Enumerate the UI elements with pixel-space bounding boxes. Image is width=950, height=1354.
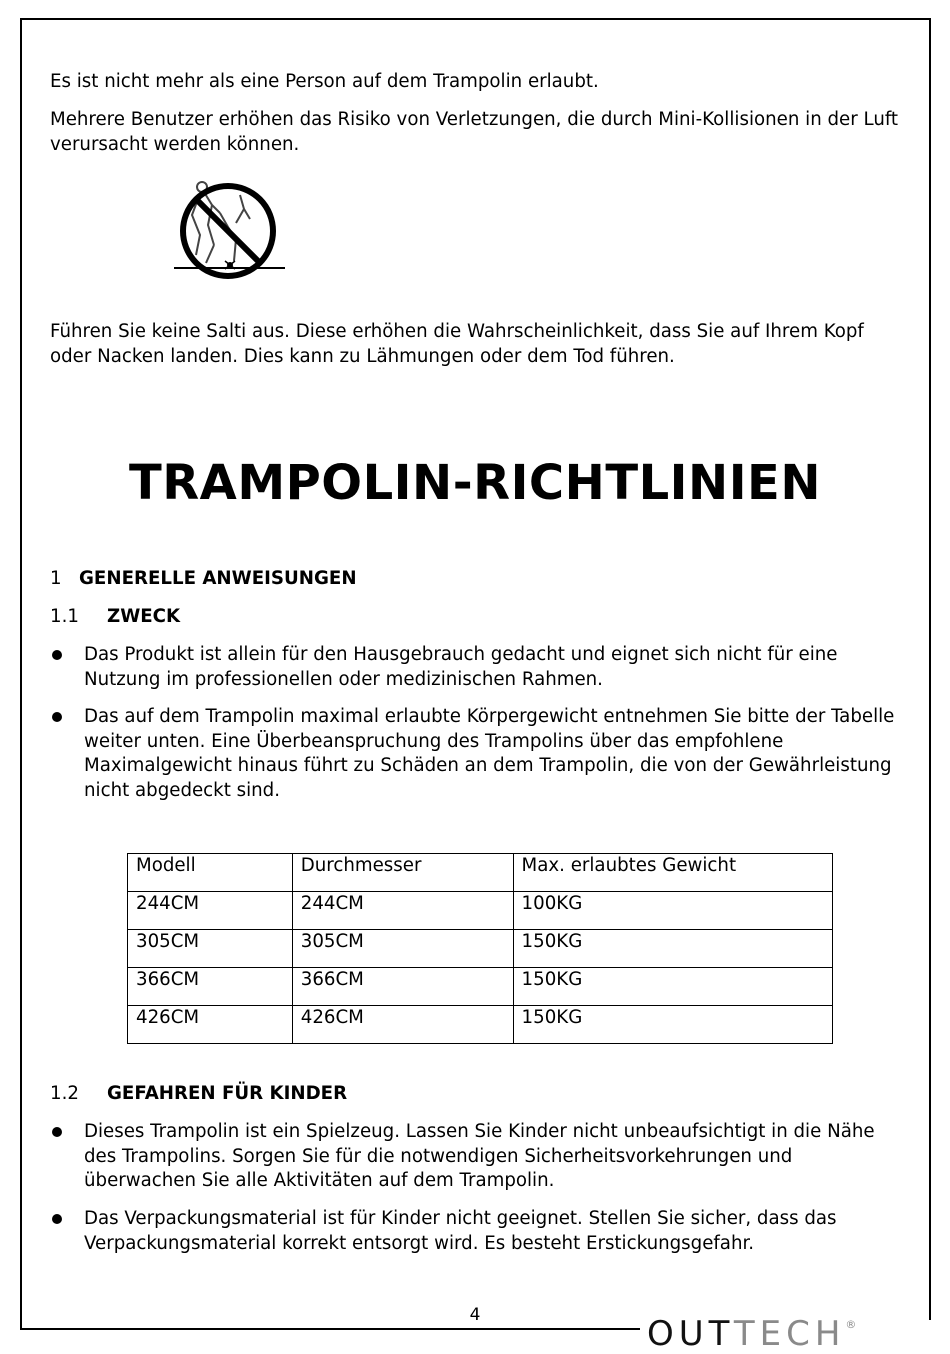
brand-logo-part2: TECH bbox=[733, 1314, 846, 1354]
table-header-row bbox=[128, 854, 833, 892]
table-cell: 366CM bbox=[292, 968, 513, 1006]
section-number: 1.1 bbox=[50, 606, 79, 627]
section-1-1-heading bbox=[50, 605, 180, 629]
table-cell: 426CM bbox=[292, 1006, 513, 1044]
list-item-text: Dieses Trampolin ist ein Spielzeug. Lassen Sie Kinder nicht unbeaufsichtigt in die Nähe des Trampolins. Sorgen Sie für die notwendigen Sicherheitsvorkehrungen und überwachen Sie alle Aktivitäten auf dem Trampolin. bbox=[84, 1121, 875, 1191]
section-number: 1.2 bbox=[50, 1083, 79, 1104]
brand-logo bbox=[647, 1314, 856, 1354]
table-cell: 426CM bbox=[128, 1006, 293, 1044]
list-item-text: Das auf dem Trampolin maximal erlaubte Körpergewicht entnehmen Sie bitte der Tabelle weiter unten. Eine Überbeanspruchung des Trampolins über das empfohlene Maximalgewicht hinaus führt zu Schäden an dem Trampolin, die von der Gewährleistung nicht abgedeckt sind. bbox=[84, 706, 895, 801]
section-title: GEFAHREN FÜR KINDER bbox=[107, 1083, 348, 1104]
bullet-icon bbox=[52, 1127, 62, 1137]
registered-mark: ® bbox=[845, 1318, 857, 1331]
warning-no-somersaults: Führen Sie keine Salti aus. Diese erhöhen die Wahrscheinlichkeit, dass Sie auf Ihrem Kopf oder Nacken landen. Dies kann zu Lähmungen oder dem Tod führen. bbox=[50, 321, 864, 367]
page-title: TRAMPOLIN-RICHTLINIEN bbox=[128, 455, 822, 511]
table-cell: 305CM bbox=[292, 930, 513, 968]
section-title: ZWECK bbox=[107, 606, 181, 627]
bullet-icon bbox=[52, 1214, 62, 1224]
table-cell: 244CM bbox=[128, 892, 293, 930]
list-item-text: Das Verpackungsmaterial ist für Kinder nicht geeignet. Stellen Sie sicher, dass das Verpackungsmaterial korrekt entsorgt wird. Es besteht Erstickungsgefahr. bbox=[84, 1208, 837, 1254]
no-somersault-icon bbox=[170, 175, 290, 285]
weight-table bbox=[127, 853, 833, 1044]
table-cell: 150KG bbox=[513, 1006, 832, 1044]
warning-one-person: Es ist nicht mehr als eine Person auf dem Trampolin erlaubt. bbox=[50, 71, 599, 92]
warning-multiple-users: Mehrere Benutzer erhöhen das Risiko von Verletzungen, die durch Mini-Kollisionen in der Luft verursacht werden können. bbox=[50, 109, 899, 155]
table-header-cell: Max. erlaubtes Gewicht bbox=[513, 854, 832, 892]
brand-logo-part1: OUT bbox=[647, 1314, 734, 1354]
table-cell: 244CM bbox=[292, 892, 513, 930]
table-header-cell: Modell bbox=[128, 854, 293, 892]
table-cell: 366CM bbox=[128, 968, 293, 1006]
section-1-heading bbox=[50, 567, 357, 591]
page-number: 4 bbox=[469, 1305, 481, 1325]
table-cell: 150KG bbox=[513, 930, 832, 968]
table-cell: 150KG bbox=[513, 968, 832, 1006]
table-cell: 100KG bbox=[513, 892, 832, 930]
section-1-2-heading bbox=[50, 1082, 347, 1106]
table-cell: 305CM bbox=[128, 930, 293, 968]
table-header-cell: Durchmesser bbox=[292, 854, 513, 892]
section-title: GENERELLE ANWEISUNGEN bbox=[79, 568, 357, 589]
bullet-icon bbox=[52, 650, 62, 660]
table-row bbox=[128, 892, 833, 930]
list-item-text: Das Produkt ist allein für den Hausgebrauch gedacht und eignet sich nicht für eine Nutzung im professionellen oder medizinischen Rahmen. bbox=[84, 644, 838, 690]
table-row bbox=[128, 1006, 833, 1044]
table-row bbox=[128, 968, 833, 1006]
table-row bbox=[128, 930, 833, 968]
section-number: 1 bbox=[50, 568, 62, 589]
bullet-icon bbox=[52, 712, 62, 722]
